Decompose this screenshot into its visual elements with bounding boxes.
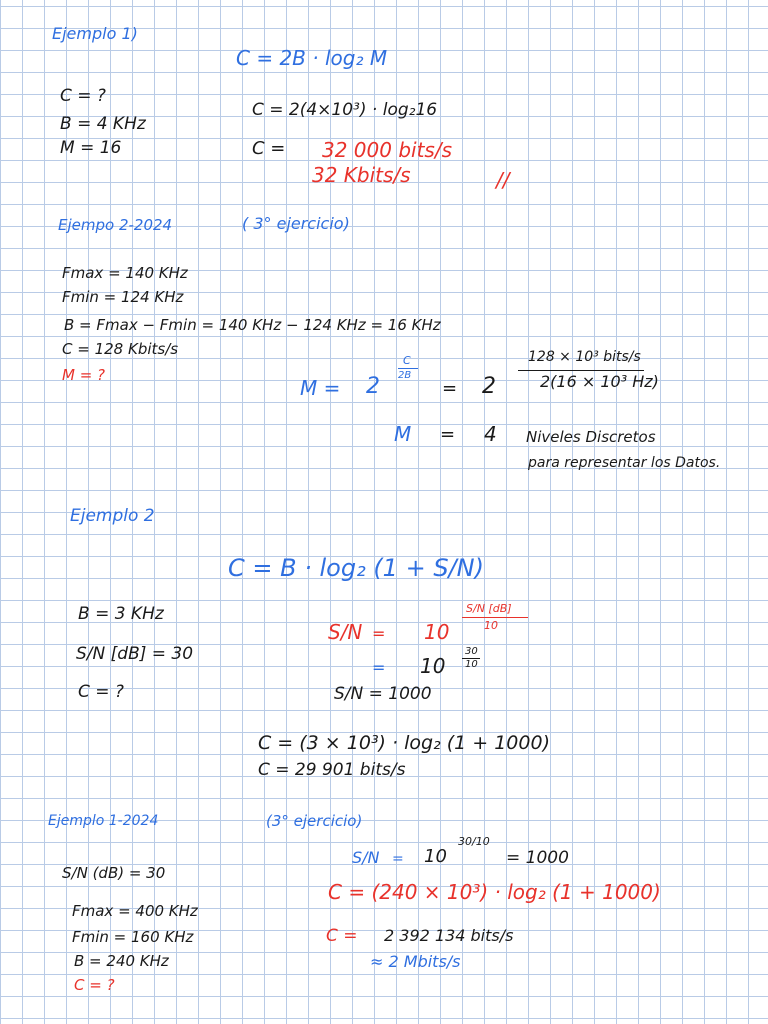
example2024a-fmax: Fmax = 400 KHz <box>72 902 198 920</box>
example2024a-fmin: Fmin = 160 KHz <box>72 928 194 946</box>
example2024b-m-question: M = ? <box>62 366 106 384</box>
example2-c-question: C = ? <box>78 682 124 702</box>
example1-title: Ejemplo 1) <box>52 24 138 43</box>
example1-result-lhs: C = <box>252 138 286 159</box>
example1-given-c: C = ? <box>60 86 106 106</box>
example1-result-bits: 32 000 bits/s <box>322 138 453 162</box>
example2024a-c-value-lhs: C = <box>326 926 358 946</box>
example2024b-m-result-eq: = <box>440 424 456 445</box>
example2024b-exp-den: 2B <box>398 370 412 381</box>
example2-sn-eq: = <box>372 624 386 643</box>
example2024a-c-formula-lhs: C = (240 × 10³) · log₂ (1 + 1000) <box>328 880 661 904</box>
example2024b-base2: 2 <box>482 374 496 399</box>
example2024b-frac-num: 128 × 10³ bits/s <box>528 349 641 365</box>
example2024a-note: (3° ejercicio) <box>266 812 363 830</box>
example2024a-c-approx: ≈ 2 Mbits/s <box>370 952 461 971</box>
example2-bandwidth: B = 3 KHz <box>78 604 164 624</box>
example2024b-fmin: Fmin = 124 KHz <box>62 288 184 306</box>
example2024a-c-value: 2 392 134 bits/s <box>384 926 514 945</box>
example1-formula: C = 2B · log₂ M <box>236 46 388 70</box>
example2024a-sn-result: = 1000 <box>506 848 569 868</box>
example2024a-title: Ejemplo 1-2024 <box>48 813 159 829</box>
example2024a-c-question: C = ? <box>74 976 115 994</box>
example2024b-bandwidth: B = Fmax − Fmin = 140 KHz − 124 KHz = 16 KHz <box>64 316 441 334</box>
example2024a-sn-db: S/N (dB) = 30 <box>62 864 166 882</box>
example2024b-m-result-value: 4 <box>484 422 497 446</box>
example2024a-sn-base: 10 <box>424 846 447 867</box>
example2-sn-lhs: S/N <box>328 620 363 644</box>
example2-formula: C = B · log₂ (1 + S/N) <box>228 554 484 582</box>
example2024b-m-lhs: M = <box>300 376 341 400</box>
example1-result-kbits: 32 Kbits/s <box>312 163 411 187</box>
example2024b-levels-line1: Niveles Discretos <box>526 428 656 446</box>
example2-sn-exp2-num: 30 <box>465 646 478 657</box>
example2024a-bandwidth: B = 240 KHz <box>74 952 169 970</box>
example2-sn-base2: 10 <box>420 654 446 678</box>
example2-sn-db: S/N [dB] = 30 <box>76 644 194 664</box>
example2-sn-exp-den: 10 <box>484 619 498 632</box>
example2024a-sn-eq: = <box>392 851 404 867</box>
example1-step1: C = 2(4×10³) · log₂16 <box>252 100 438 120</box>
example2024b-fmax: Fmax = 140 KHz <box>62 264 188 282</box>
example2024a-sn-exp: 30/10 <box>458 835 490 848</box>
example1-given-m: M = 16 <box>60 138 122 158</box>
example1-given-b: B = 4 KHz <box>60 114 146 134</box>
example2024b-m-base: 2 <box>366 374 380 399</box>
example2024b-m-result-lhs: M <box>394 422 412 446</box>
example2-sn-exp2-den: 10 <box>465 659 478 670</box>
example2024b-capacity: C = 128 Kbits/s <box>62 340 179 358</box>
example2-c-result: C = 29 901 bits/s <box>258 760 406 780</box>
example2024b-frac-den: 2(16 × 10³ Hz) <box>540 372 659 391</box>
example2024b-title: Ejempo 2-2024 <box>58 216 173 234</box>
example2-sn-result: S/N = 1000 <box>334 684 432 704</box>
example2024b-note: ( 3° ejercicio) <box>242 214 350 233</box>
example2024b-levels-line2: para representar los Datos. <box>528 455 721 471</box>
example1-checkmark: // <box>496 168 510 192</box>
example2-c-calc: C = (3 × 10³) · log₂ (1 + 1000) <box>258 732 550 754</box>
example2-title: Ejemplo 2 <box>70 506 155 526</box>
example2-sn-eq2: = <box>372 658 386 677</box>
example2024b-exp-num: C <box>403 354 411 367</box>
example2-sn-base: 10 <box>424 620 450 644</box>
example2024a-sn-lhs: S/N <box>352 848 380 867</box>
example2024b-eq2: = <box>442 378 458 399</box>
example2-sn-exp-num: S/N [dB] <box>466 602 512 615</box>
